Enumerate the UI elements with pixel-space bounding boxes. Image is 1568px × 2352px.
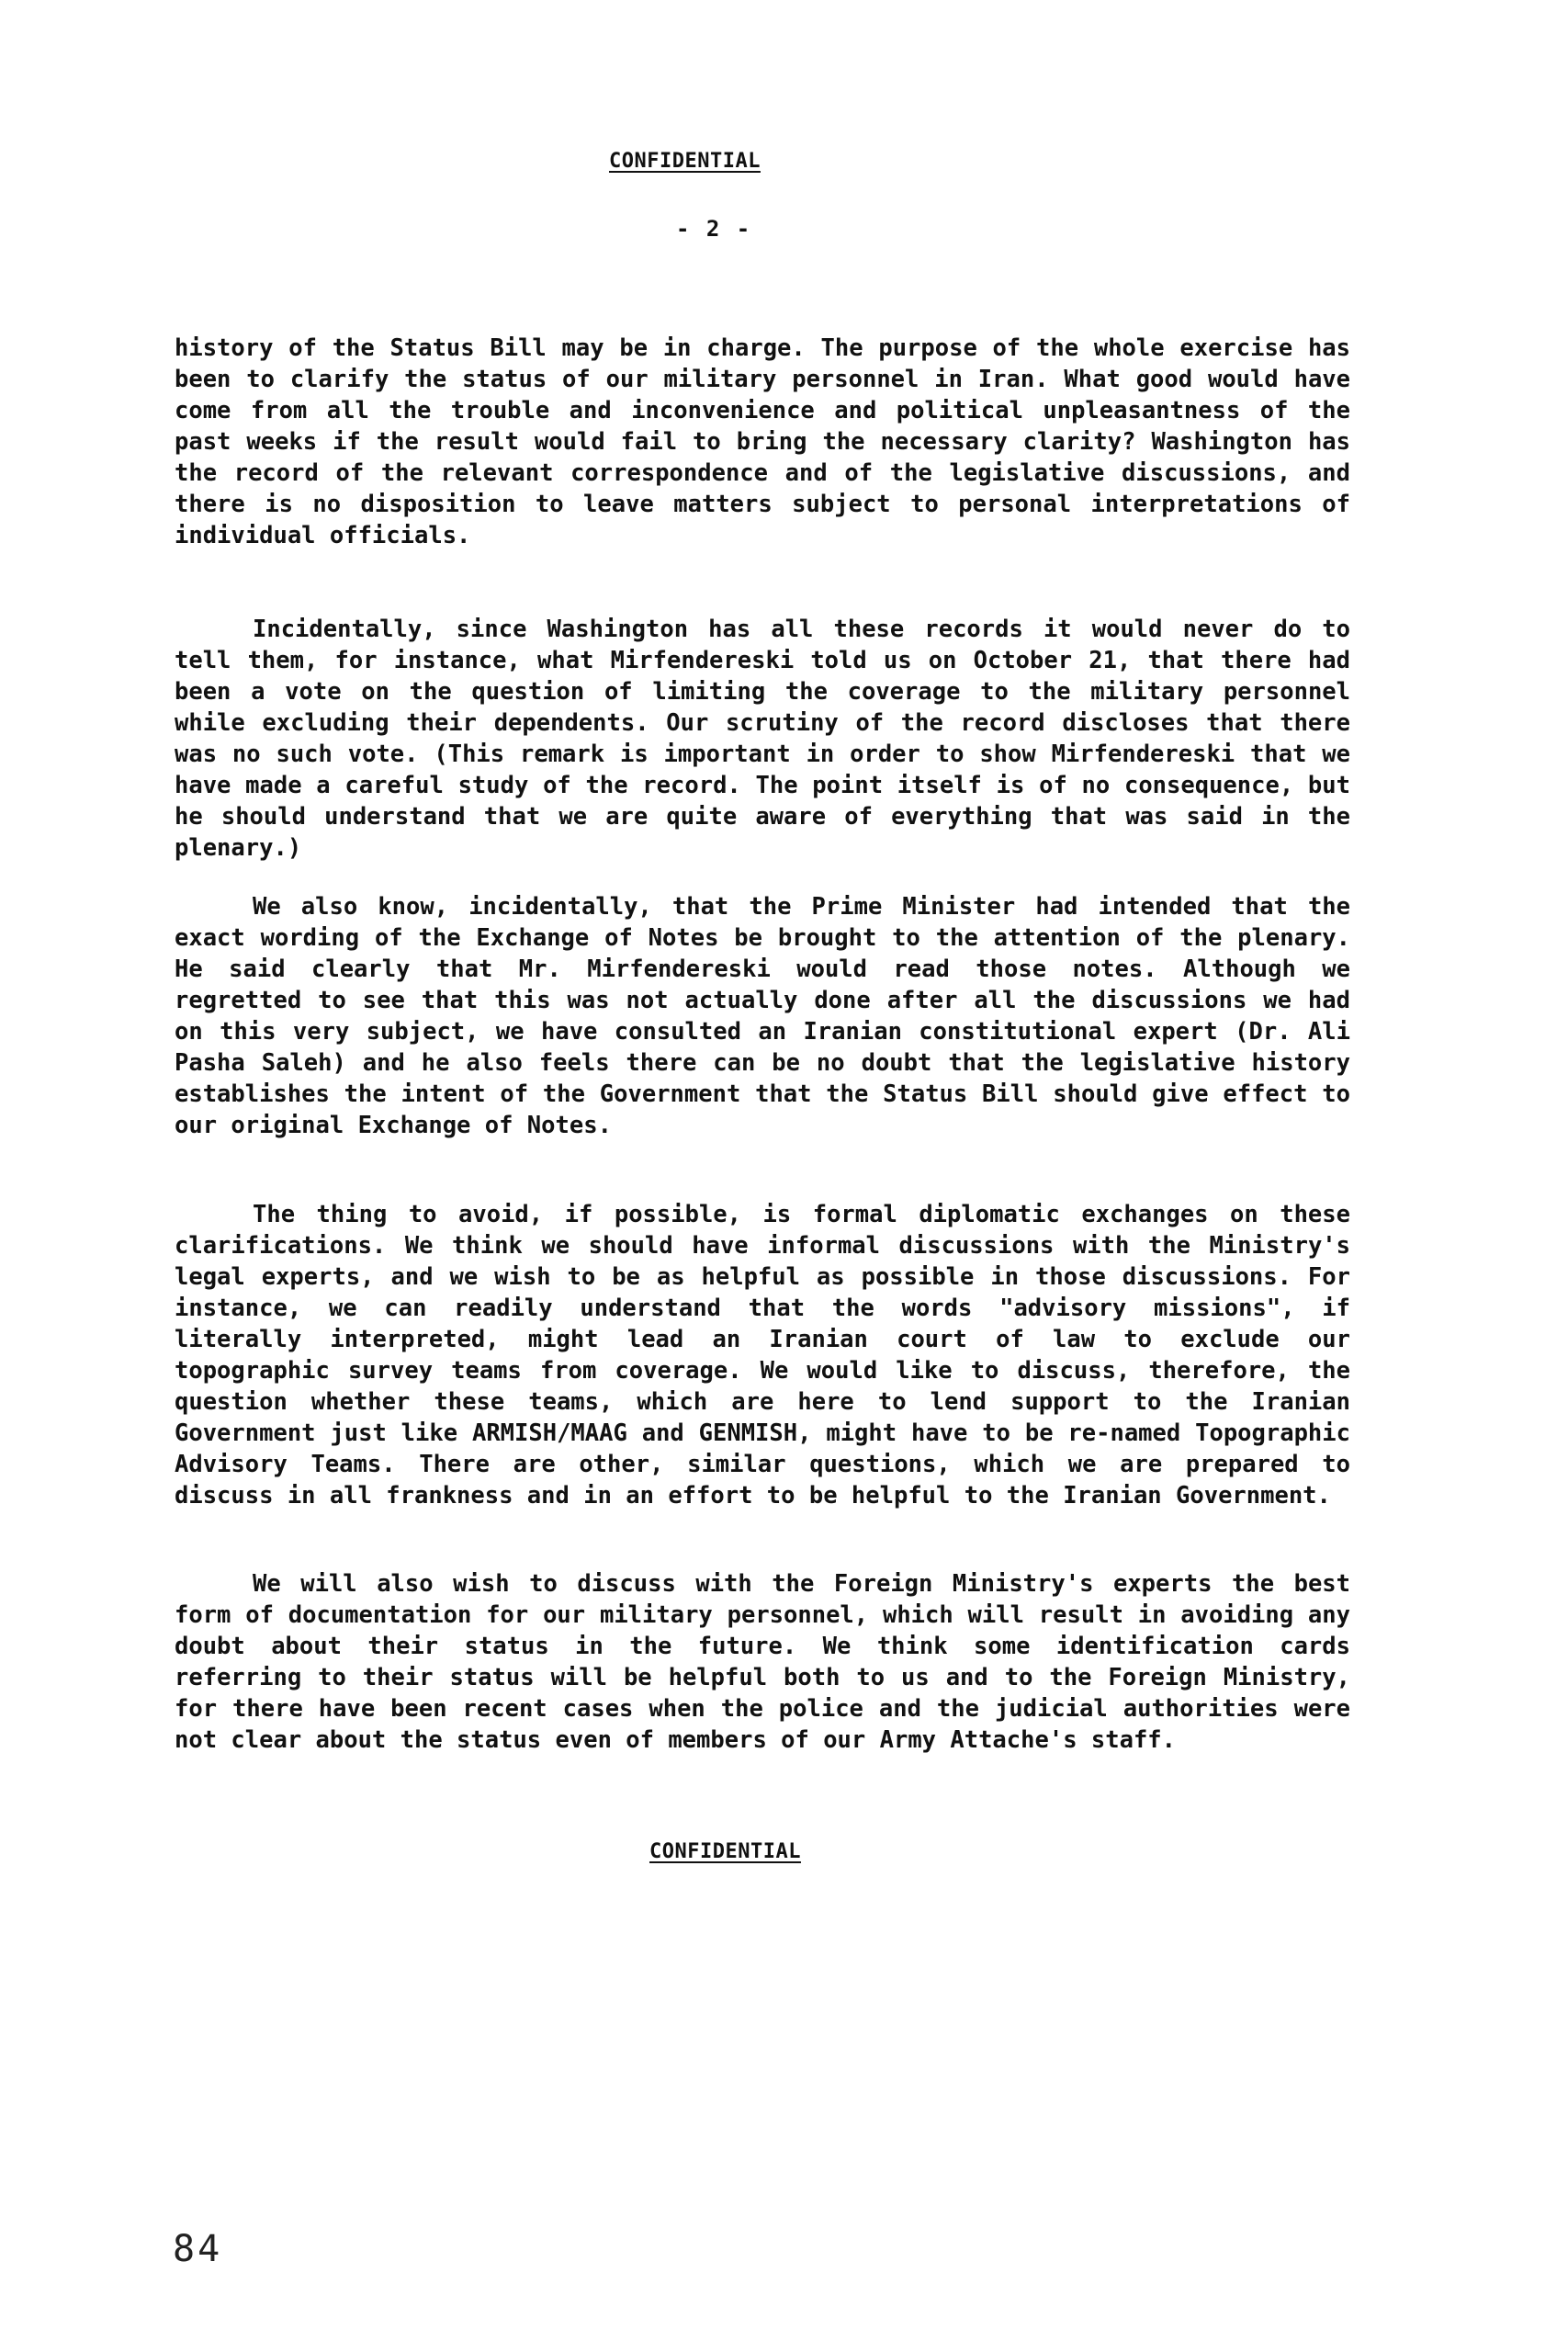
- footer-classification: CONFIDENTIAL: [649, 1840, 801, 1863]
- paragraph-prime-minister: We also know, incidentally, that the Prime Minister had intended that the exact wording of the Exchange of Notes be brought to the attention of the plenary. He said clearly that Mr. Mirfendereski would read those notes. Although we regretted to see that this was not actually done after all the discussions we had on this very subject, we have consulted an Iranian constitutional expert (Dr. Ali Pasha Saleh) and he also feels there can be no doubt that the legislative history establishes the intent of the Government that the Status Bill should give effect to our original Exchange of Notes.: [175, 893, 1350, 1139]
- page-indicator: - 2 -: [676, 216, 752, 242]
- paragraph-incidentally: Incidentally, since Washington has all these records it would never do to tell them, for instance, what Mirfendereski told us on October 21, that there had been a vote on the question of limiting the coverage to the military personnel while excluding their dependents. Our scrutiny of the record discloses that there was no such vote. (This remark is important in order to show Mirfendereski that we have made a careful study of the record. The point itself is of no consequence, but he should understand that we are quite aware of everything that was said in the plenary.): [175, 616, 1350, 862]
- folio-number: 84: [173, 2228, 223, 2270]
- paragraph-documentation: We will also wish to discuss with the Foreign Ministry's experts the best form of documentation for our military personnel, which will result in avoiding any doubt about their status in the future. We think some identification cards referring to their status will be helpful both to us and to the Foreign Ministry, for there have been recent cases when the police and the judicial authorities were not clear about the status even of members of our Army Attache's staff.: [175, 1570, 1350, 1754]
- header-classification: CONFIDENTIAL: [609, 150, 761, 173]
- paragraph-continuation: history of the Status Bill may be in charge. The purpose of the whole exercise has been to clarify the status of our military personnel in Iran. What good would have come from all the trouble and inconvenience and political unpleasantness of the past weeks if the result would fail to bring the necessary clarity? Washington has the record of the relevant correspondence and of the legislative discussions, and there is no disposition to leave matters subject to personal interpretations of individual officials.: [175, 334, 1350, 549]
- paragraph-informal-discussions: The thing to avoid, if possible, is formal diplomatic exchanges on these clarifications. We think we should have informal discussions with the Ministry's legal experts, and we wish to be as helpful as possible in those discussions. For instance, we can readily understand that the words "advisory missions", if literally interpreted, might lead an Iranian court of law to exclude our topographic survey teams from coverage. We would like to discuss, therefore, the question whether these teams, which are here to lend support to the Iranian Government just like ARMISH/MAAG and GENMISH, might have to be re-named Topographic Advisory Teams. There are other, similar questions, which we are prepared to discuss in all frankness and in an effort to be helpful to the Iranian Government.: [175, 1201, 1350, 1510]
